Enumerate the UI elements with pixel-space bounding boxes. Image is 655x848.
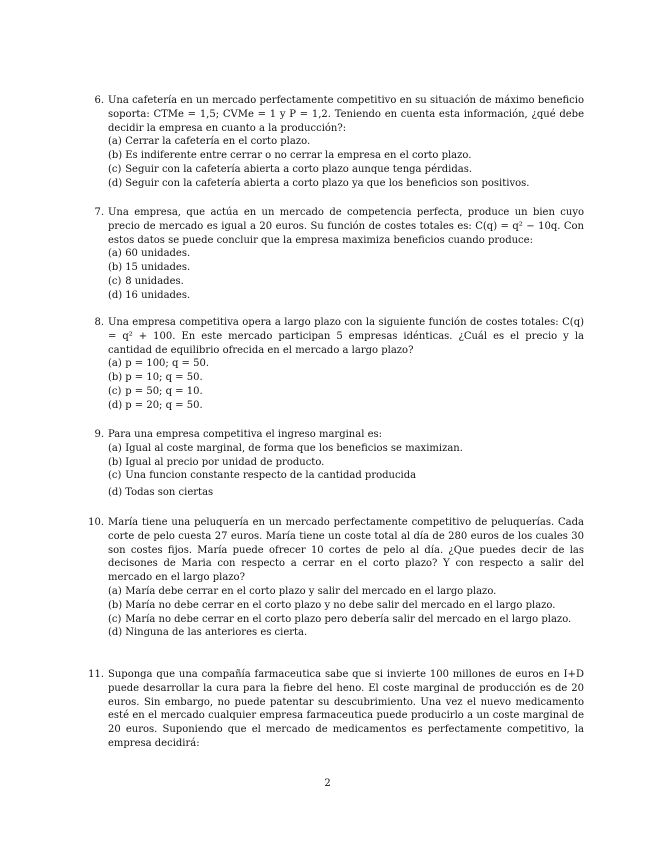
option-b: (b) Igual al precio por unidad de producto. — [108, 456, 325, 468]
option-d: (d) Seguir con la cafetería abierta a corto plazo ya que los beneficios son positivos. — [108, 177, 530, 189]
option-a: (a) p = 100; q = 50. — [108, 358, 210, 370]
option-c: (c) Seguir con la cafetería abierta a corto plazo aunque tenga pérdidas. — [108, 163, 473, 175]
question-number: 6. — [94, 95, 104, 106]
option-b: (b) Es indiferente entre cerrar o no cerrar la empresa en el corto plazo. — [108, 150, 472, 162]
question-stem: Una empresa competitiva opera a largo plazo con la siguiente función de costes totales: C(q) = q² + 100. En este mercado participan 5 empresas idénticas. ¿Cuál es el precio y la cantidad de equilibrio ofrecida en el mercado a largo plazo? — [108, 317, 584, 356]
option-a: (a) 60 unidades. — [108, 248, 191, 260]
question-stem: Para una empresa competitiva el ingreso marginal es: — [108, 429, 382, 440]
option-c: (c) María no debe cerrar en el corto plazo pero debería salir del mercado en el largo plazo. — [108, 613, 572, 625]
question-stem: Una empresa, que actúa en un mercado de competencia perfecta, produce un bien cuyo precio de mercado es igual a 20 euros. Su función de costes totales es: C(q) = q² − 10q. Con estos datos se puede concluir que la empresa maximiza beneficios cuando produce: — [108, 207, 584, 246]
question-number: 10. — [88, 517, 104, 528]
question-number: 7. — [94, 207, 104, 218]
option-b: (b) 15 unidades. — [108, 262, 191, 274]
option-a: (a) Igual al coste marginal, de forma que los beneficios se maximizan. — [108, 442, 463, 454]
option-d: (d) Todas son ciertas — [108, 487, 214, 499]
option-a: (a) Cerrar la cafetería en el corto plazo. — [108, 136, 311, 148]
question-number: 9. — [94, 429, 104, 440]
question-number: 8. — [94, 317, 104, 328]
option-a: (a) María debe cerrar en el corto plazo y salir del mercado en el largo plazo. — [108, 585, 497, 597]
question-stem: Una cafetería en un mercado perfectamente competitivo en su situación de máximo beneficio soporta: CTMe = 1,5; CVMe = 1 y P = 1,2. Teniendo en cuenta esta información, ¿qué debe decidir la empresa en cuanto a la producción?: — [108, 95, 584, 134]
option-c: (c) 8 unidades. — [108, 275, 184, 287]
option-b: (b) María no debe cerrar en el corto plazo y no debe salir del mercado en el largo plazo. — [108, 599, 556, 611]
option-c: (c) Una funcion constante respecto de la cantidad producida — [108, 470, 417, 482]
option-c: (c) p = 50; q = 10. — [108, 385, 203, 397]
option-d: (d) 16 unidades. — [108, 289, 191, 301]
option-d: (d) p = 20; q = 50. — [108, 399, 203, 411]
question-stem: María tiene una peluquería en un mercado perfectamente competitivo de peluquerías. Cada corte de pelo cuesta 27 euros. María tiene un coste total al día de 280 euros de los cuales 30 son costes fijos. María puede ofrecer 10 cortes de pelo al día. ¿Que puedes decir de las decisones de Maria con respecto a cerrar en el corto plazo? Y con respecto a salir del mercado en el largo plazo? — [108, 517, 584, 584]
option-b: (b) p = 10; q = 50. — [108, 372, 203, 384]
page-number: 2 — [324, 778, 331, 789]
question-stem: Suponga que una compañía farmaceutica sabe que si invierte 100 millones de euros en I+D puede desarrollar la cura para la fiebre del heno. El coste marginal de producción es de 20 euros. Sin embargo, no puede patentar su descubrimiento. Una vez el nuevo medicamento esté en el mercado cualquier empresa farmaceutica puede producirlo a un coste marginal de 20 euros. Suponiendo que el mercado de medicamentos es perfectamente competitivo, la empresa decidirá: — [108, 669, 584, 749]
option-d: (d) Ninguna de las anteriores es cierta. — [108, 627, 308, 639]
question-number: 11. — [88, 669, 104, 680]
